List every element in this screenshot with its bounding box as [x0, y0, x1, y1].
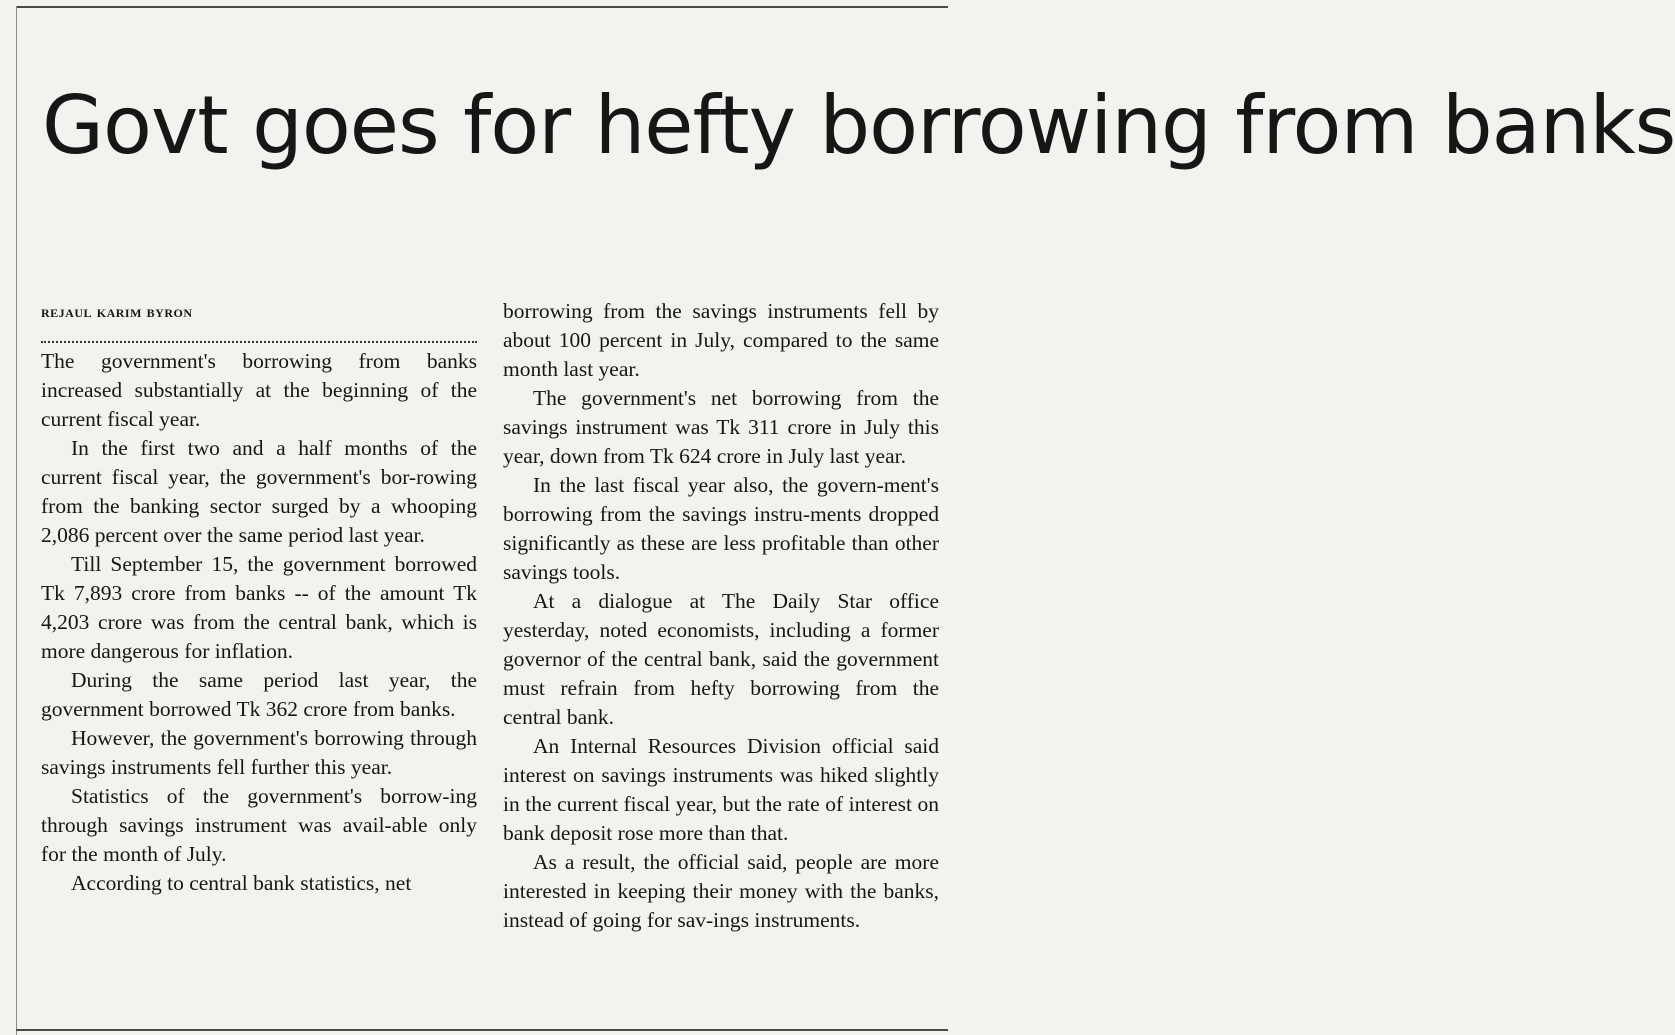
top-rule [16, 6, 948, 8]
column-right [503, 297, 939, 935]
paragraph: In the first two and a half months of the current fiscal year, the government's bor-rowing from the banking sector surged by a whooping 2,086 percent over the same period last year. [41, 436, 477, 547]
bottom-rule [16, 1029, 948, 1031]
byline: rejaul karim byron [41, 302, 193, 321]
paragraph: However, the government's borrowing through savings instruments fell further this year. [41, 726, 477, 779]
headline: Govt goes for hefty borrowing from banks [42, 79, 1675, 172]
paragraph: The government's borrowing from banks increased substantially at the beginning of the current fiscal year. [41, 349, 477, 431]
byline-divider [41, 341, 477, 343]
paragraph: Till September 15, the government borrowed Tk 7,893 crore from banks -- of the amount Tk 4,203 crore was from the central bank, which is more dangerous for inflation. [41, 552, 477, 663]
paragraph: The government's net borrowing from the savings instrument was Tk 311 crore in July this year, down from Tk 624 crore in July last year. [503, 386, 939, 468]
left-rule [16, 6, 17, 1035]
paragraph: In the last fiscal year also, the govern-ment's borrowing from the savings instru-ments dropped significantly as these are less profitable than other savings tools. [503, 473, 939, 584]
column-left [41, 297, 477, 898]
paragraph: At a dialogue at The Daily Star office yesterday, noted economists, including a former governor of the central bank, said the government must refrain from hefty borrowing from the central bank. [503, 589, 939, 729]
paragraph-continued: borrowing from the savings instruments fell by about 100 percent in July, compared to the same month last year. [503, 299, 939, 381]
paragraph: As a result, the official said, people are more interested in keeping their money with the banks, instead of going for sav-ings instruments. [503, 850, 939, 932]
paragraph-start: According to central bank statistics, net [71, 871, 412, 895]
paragraph: An Internal Resources Division official said interest on savings instruments was hiked slightly in the current fiscal year, but the rate of interest on bank deposit rose more than that. [503, 734, 939, 845]
paragraph: Statistics of the government's borrow-ing through savings instrument was avail-able only for the month of July. [41, 784, 477, 866]
paragraph: During the same period last year, the government borrowed Tk 362 crore from banks. [41, 668, 477, 721]
